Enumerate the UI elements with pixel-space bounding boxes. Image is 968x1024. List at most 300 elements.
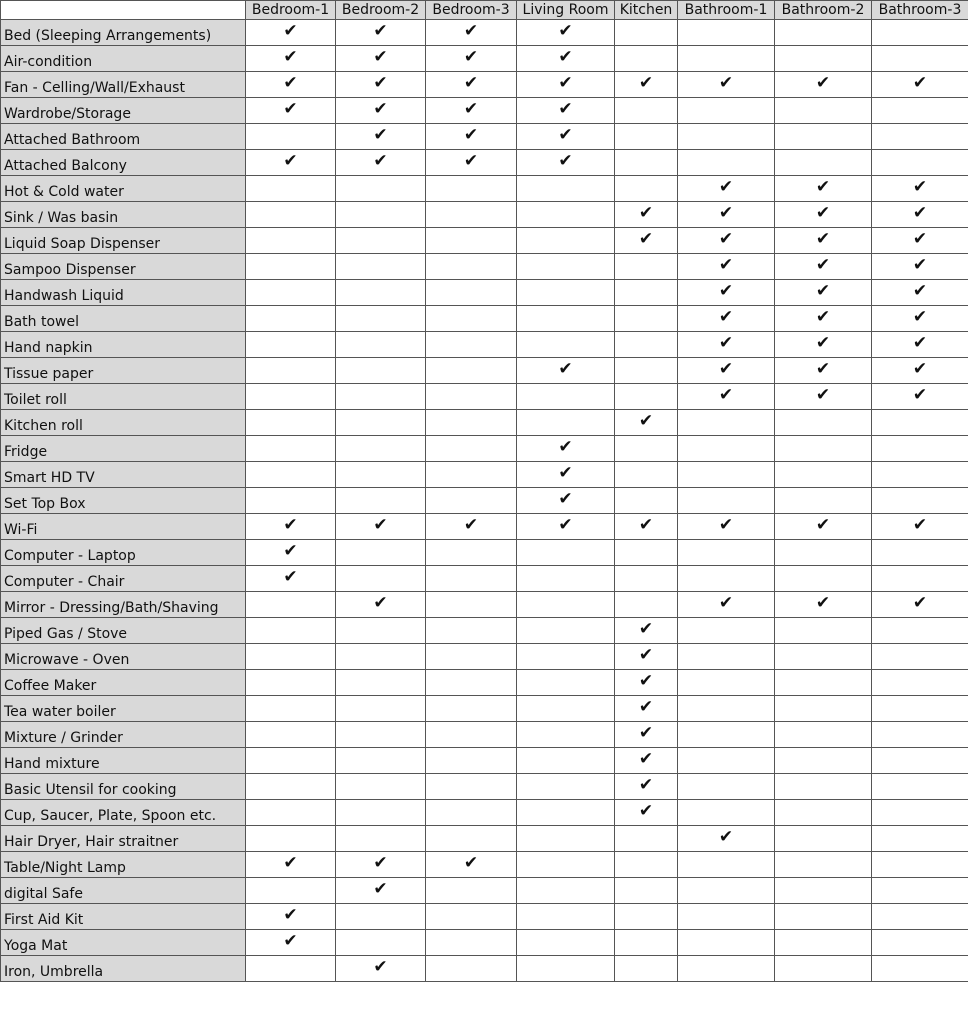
table-body: [1, 20, 968, 982]
row-label: Computer - Laptop: [1, 540, 246, 566]
row-label: Bath towel: [1, 306, 246, 332]
empty-cell: [615, 566, 678, 592]
row-label: Wi-Fi: [1, 514, 246, 540]
empty-cell: [246, 748, 336, 774]
checkmark-cell: [336, 878, 426, 904]
row-label: Hand napkin: [1, 332, 246, 358]
checkmark-cell: [246, 20, 336, 46]
table-row: [1, 20, 968, 46]
empty-cell: [336, 930, 426, 956]
checkmark-cell: [246, 46, 336, 72]
checkmark-cell: [615, 748, 678, 774]
checkmark-icon: ✔: [815, 333, 831, 353]
table-row: [1, 540, 968, 566]
checkmark-cell: [775, 332, 872, 358]
checkmark-cell: [615, 72, 678, 98]
empty-cell: [336, 670, 426, 696]
checkmark-icon: ✔: [558, 125, 573, 145]
empty-cell: [336, 644, 426, 670]
empty-cell: [336, 410, 426, 436]
checkmark-icon: ✔: [815, 385, 831, 405]
table-row: [1, 826, 968, 852]
empty-cell: [678, 722, 775, 748]
checkmark-icon: ✔: [815, 281, 831, 301]
table-row: [1, 852, 968, 878]
empty-cell: [517, 878, 615, 904]
checkmark-cell: [678, 228, 775, 254]
checkmark-icon: ✔: [718, 333, 734, 353]
checkmark-icon: ✔: [638, 697, 654, 717]
table-row: [1, 644, 968, 670]
checkmark-icon: ✔: [718, 203, 734, 223]
checkmark-icon: ✔: [558, 463, 573, 483]
checkmark-cell: [336, 124, 426, 150]
empty-cell: [775, 124, 872, 150]
checkmark-icon: ✔: [373, 21, 388, 41]
checkmark-icon: ✔: [815, 177, 831, 197]
empty-cell: [615, 20, 678, 46]
checkmark-cell: [872, 592, 968, 618]
checkmark-icon: ✔: [373, 593, 388, 613]
empty-cell: [246, 826, 336, 852]
checkmark-icon: ✔: [912, 73, 928, 93]
empty-cell: [336, 774, 426, 800]
checkmark-icon: ✔: [558, 21, 573, 41]
checkmark-cell: [678, 332, 775, 358]
table-row: [1, 150, 968, 176]
checkmark-cell: [517, 462, 615, 488]
checkmark-icon: ✔: [718, 359, 734, 379]
checkmark-icon: ✔: [283, 151, 298, 171]
table-row: [1, 618, 968, 644]
checkmark-icon: ✔: [373, 957, 388, 977]
checkmark-icon: ✔: [912, 593, 928, 613]
checkmark-icon: ✔: [815, 255, 831, 275]
checkmark-icon: ✔: [638, 73, 654, 93]
table-row: [1, 72, 968, 98]
empty-cell: [426, 358, 517, 384]
checkmark-cell: [336, 956, 426, 982]
row-label: First Aid Kit: [1, 904, 246, 930]
checkmark-cell: [336, 72, 426, 98]
empty-cell: [336, 722, 426, 748]
empty-cell: [246, 436, 336, 462]
row-label: Table/Night Lamp: [1, 852, 246, 878]
checkmark-cell: [775, 254, 872, 280]
empty-cell: [678, 644, 775, 670]
empty-cell: [517, 410, 615, 436]
checkmark-cell: [678, 176, 775, 202]
checkmark-icon: ✔: [558, 437, 573, 457]
checkmark-cell: [615, 202, 678, 228]
empty-cell: [517, 826, 615, 852]
empty-cell: [872, 46, 968, 72]
column-header-bedroom-1: Bedroom-1: [246, 1, 336, 20]
empty-cell: [426, 644, 517, 670]
empty-cell: [678, 46, 775, 72]
checkmark-cell: [336, 514, 426, 540]
empty-cell: [426, 410, 517, 436]
empty-cell: [678, 150, 775, 176]
checkmark-cell: [517, 46, 615, 72]
row-label: Basic Utensil for cooking: [1, 774, 246, 800]
checkmark-icon: ✔: [815, 203, 831, 223]
table-row: [1, 592, 968, 618]
row-label: Liquid Soap Dispenser: [1, 228, 246, 254]
empty-cell: [775, 488, 872, 514]
checkmark-icon: ✔: [638, 645, 654, 665]
checkmark-icon: ✔: [912, 385, 928, 405]
checkmark-cell: [517, 150, 615, 176]
checkmark-icon: ✔: [463, 853, 479, 873]
row-label: Air-condition: [1, 46, 246, 72]
empty-cell: [517, 592, 615, 618]
empty-cell: [872, 696, 968, 722]
empty-cell: [615, 436, 678, 462]
empty-cell: [678, 774, 775, 800]
checkmark-icon: ✔: [638, 775, 654, 795]
empty-cell: [246, 618, 336, 644]
checkmark-cell: [246, 514, 336, 540]
empty-cell: [775, 800, 872, 826]
row-label: Kitchen roll: [1, 410, 246, 436]
empty-cell: [246, 228, 336, 254]
empty-cell: [678, 20, 775, 46]
checkmark-icon: ✔: [463, 21, 479, 41]
empty-cell: [336, 280, 426, 306]
empty-cell: [336, 618, 426, 644]
checkmark-cell: [426, 46, 517, 72]
checkmark-icon: ✔: [373, 515, 388, 535]
empty-cell: [246, 592, 336, 618]
empty-cell: [517, 904, 615, 930]
empty-cell: [872, 826, 968, 852]
empty-cell: [517, 852, 615, 878]
empty-cell: [426, 202, 517, 228]
empty-cell: [426, 540, 517, 566]
checkmark-icon: ✔: [373, 99, 388, 119]
empty-cell: [775, 462, 872, 488]
row-label: Hot & Cold water: [1, 176, 246, 202]
empty-cell: [517, 956, 615, 982]
empty-cell: [615, 384, 678, 410]
row-label: Attached Balcony: [1, 150, 246, 176]
checkmark-cell: [775, 72, 872, 98]
row-label: Sampoo Dispenser: [1, 254, 246, 280]
empty-cell: [615, 254, 678, 280]
checkmark-cell: [775, 306, 872, 332]
checkmark-icon: ✔: [638, 723, 654, 743]
empty-cell: [775, 930, 872, 956]
checkmark-icon: ✔: [815, 307, 831, 327]
checkmark-cell: [246, 566, 336, 592]
column-header-living-room: Living Room: [517, 1, 615, 20]
checkmark-cell: [246, 72, 336, 98]
checkmark-cell: [678, 72, 775, 98]
checkmark-cell: [678, 514, 775, 540]
empty-cell: [615, 826, 678, 852]
checkmark-icon: ✔: [373, 853, 388, 873]
empty-cell: [336, 800, 426, 826]
checkmark-icon: ✔: [558, 47, 573, 67]
checkmark-cell: [872, 306, 968, 332]
empty-cell: [426, 462, 517, 488]
empty-cell: [775, 618, 872, 644]
checkmark-icon: ✔: [718, 229, 734, 249]
empty-cell: [246, 670, 336, 696]
empty-cell: [517, 306, 615, 332]
checkmark-icon: ✔: [283, 853, 298, 873]
empty-cell: [246, 800, 336, 826]
empty-cell: [246, 488, 336, 514]
empty-cell: [246, 774, 336, 800]
empty-cell: [336, 358, 426, 384]
empty-cell: [426, 280, 517, 306]
empty-cell: [517, 384, 615, 410]
empty-cell: [775, 956, 872, 982]
empty-cell: [426, 956, 517, 982]
checkmark-icon: ✔: [638, 203, 654, 223]
row-label: Set Top Box: [1, 488, 246, 514]
empty-cell: [246, 332, 336, 358]
checkmark-cell: [615, 644, 678, 670]
corner-cell: [1, 1, 246, 20]
row-label: Handwash Liquid: [1, 280, 246, 306]
row-label: Wardrobe/Storage: [1, 98, 246, 124]
empty-cell: [872, 124, 968, 150]
empty-cell: [336, 462, 426, 488]
table-row: [1, 306, 968, 332]
table-row: [1, 670, 968, 696]
empty-cell: [872, 904, 968, 930]
checkmark-cell: [517, 72, 615, 98]
empty-cell: [872, 462, 968, 488]
empty-cell: [872, 774, 968, 800]
checkmark-cell: [775, 514, 872, 540]
empty-cell: [336, 332, 426, 358]
empty-cell: [775, 410, 872, 436]
checkmark-cell: [246, 930, 336, 956]
empty-cell: [246, 176, 336, 202]
checkmark-cell: [872, 358, 968, 384]
table-row: [1, 930, 968, 956]
checkmark-cell: [426, 514, 517, 540]
row-label: Microwave - Oven: [1, 644, 246, 670]
checkmark-icon: ✔: [558, 73, 573, 93]
checkmark-icon: ✔: [912, 229, 928, 249]
empty-cell: [426, 306, 517, 332]
empty-cell: [246, 696, 336, 722]
checkmark-cell: [426, 98, 517, 124]
row-label: Iron, Umbrella: [1, 956, 246, 982]
empty-cell: [615, 540, 678, 566]
empty-cell: [426, 826, 517, 852]
checkmark-icon: ✔: [558, 99, 573, 119]
empty-cell: [872, 488, 968, 514]
table-row: [1, 98, 968, 124]
empty-cell: [872, 930, 968, 956]
checkmark-cell: [678, 306, 775, 332]
empty-cell: [775, 436, 872, 462]
checkmark-cell: [517, 436, 615, 462]
empty-cell: [872, 566, 968, 592]
checkmark-icon: ✔: [638, 619, 654, 639]
empty-cell: [615, 124, 678, 150]
empty-cell: [872, 956, 968, 982]
table-row: [1, 488, 968, 514]
empty-cell: [426, 488, 517, 514]
checkmark-icon: ✔: [373, 47, 388, 67]
checkmark-icon: ✔: [718, 281, 734, 301]
checkmark-icon: ✔: [638, 411, 654, 431]
empty-cell: [678, 618, 775, 644]
empty-cell: [615, 150, 678, 176]
empty-cell: [517, 696, 615, 722]
empty-cell: [678, 488, 775, 514]
empty-cell: [517, 800, 615, 826]
checkmark-icon: ✔: [558, 359, 573, 379]
checkmark-icon: ✔: [283, 515, 298, 535]
checkmark-icon: ✔: [283, 47, 298, 67]
checkmark-cell: [872, 202, 968, 228]
checkmark-cell: [426, 852, 517, 878]
empty-cell: [678, 670, 775, 696]
empty-cell: [426, 722, 517, 748]
checkmark-icon: ✔: [815, 515, 831, 535]
empty-cell: [426, 774, 517, 800]
checkmark-icon: ✔: [815, 359, 831, 379]
table-row: [1, 878, 968, 904]
checkmark-icon: ✔: [718, 385, 734, 405]
empty-cell: [246, 956, 336, 982]
column-header-bedroom-3: Bedroom-3: [426, 1, 517, 20]
empty-cell: [678, 696, 775, 722]
empty-cell: [246, 202, 336, 228]
empty-cell: [336, 904, 426, 930]
empty-cell: [615, 306, 678, 332]
checkmark-cell: [246, 852, 336, 878]
empty-cell: [872, 410, 968, 436]
empty-cell: [517, 618, 615, 644]
checkmark-icon: ✔: [912, 515, 928, 535]
checkmark-cell: [336, 46, 426, 72]
checkmark-icon: ✔: [283, 931, 298, 951]
checkmark-icon: ✔: [718, 73, 734, 93]
header-row: [1, 1, 968, 20]
table-row: [1, 202, 968, 228]
empty-cell: [246, 644, 336, 670]
checkmark-cell: [426, 20, 517, 46]
checkmark-cell: [517, 358, 615, 384]
empty-cell: [336, 202, 426, 228]
checkmark-icon: ✔: [912, 333, 928, 353]
checkmark-cell: [615, 618, 678, 644]
empty-cell: [426, 930, 517, 956]
table-row: [1, 254, 968, 280]
empty-cell: [426, 800, 517, 826]
empty-cell: [872, 98, 968, 124]
empty-cell: [615, 280, 678, 306]
empty-cell: [426, 670, 517, 696]
empty-cell: [517, 254, 615, 280]
checkmark-cell: [678, 254, 775, 280]
empty-cell: [615, 46, 678, 72]
checkmark-cell: [678, 280, 775, 306]
empty-cell: [426, 748, 517, 774]
empty-cell: [775, 46, 872, 72]
empty-cell: [426, 566, 517, 592]
empty-cell: [246, 280, 336, 306]
checkmark-icon: ✔: [718, 593, 734, 613]
empty-cell: [872, 878, 968, 904]
checkmark-cell: [246, 150, 336, 176]
empty-cell: [615, 904, 678, 930]
empty-cell: [517, 774, 615, 800]
checkmark-icon: ✔: [638, 671, 654, 691]
checkmark-icon: ✔: [815, 593, 831, 613]
checkmark-icon: ✔: [558, 489, 573, 509]
checkmark-cell: [426, 72, 517, 98]
empty-cell: [775, 540, 872, 566]
checkmark-cell: [246, 904, 336, 930]
checkmark-cell: [615, 514, 678, 540]
checkmark-icon: ✔: [558, 151, 573, 171]
checkmark-cell: [872, 280, 968, 306]
row-label: Tissue paper: [1, 358, 246, 384]
checkmark-cell: [872, 332, 968, 358]
empty-cell: [426, 254, 517, 280]
empty-cell: [678, 98, 775, 124]
empty-cell: [775, 748, 872, 774]
empty-cell: [517, 566, 615, 592]
checkmark-cell: [775, 358, 872, 384]
row-label: Fridge: [1, 436, 246, 462]
empty-cell: [872, 540, 968, 566]
empty-cell: [426, 332, 517, 358]
checkmark-icon: ✔: [912, 281, 928, 301]
checkmark-icon: ✔: [815, 73, 831, 93]
checkmark-icon: ✔: [638, 749, 654, 769]
checkmark-icon: ✔: [463, 73, 479, 93]
checkmark-icon: ✔: [638, 515, 654, 535]
checkmark-cell: [336, 852, 426, 878]
table-row: [1, 514, 968, 540]
row-label: Computer - Chair: [1, 566, 246, 592]
row-label: Smart HD TV: [1, 462, 246, 488]
checkmark-cell: [517, 514, 615, 540]
empty-cell: [872, 436, 968, 462]
empty-cell: [517, 930, 615, 956]
table-row: [1, 566, 968, 592]
checkmark-icon: ✔: [718, 827, 734, 847]
checkmark-icon: ✔: [283, 21, 298, 41]
empty-cell: [246, 410, 336, 436]
empty-cell: [426, 592, 517, 618]
row-label: digital Safe: [1, 878, 246, 904]
column-header-kitchen: Kitchen: [615, 1, 678, 20]
empty-cell: [336, 306, 426, 332]
checkmark-cell: [775, 384, 872, 410]
checkmark-cell: [517, 488, 615, 514]
checkmark-cell: [615, 800, 678, 826]
empty-cell: [775, 644, 872, 670]
checkmark-icon: ✔: [283, 567, 298, 587]
table-row: [1, 332, 968, 358]
checkmark-icon: ✔: [638, 229, 654, 249]
empty-cell: [517, 332, 615, 358]
empty-cell: [678, 540, 775, 566]
empty-cell: [678, 436, 775, 462]
